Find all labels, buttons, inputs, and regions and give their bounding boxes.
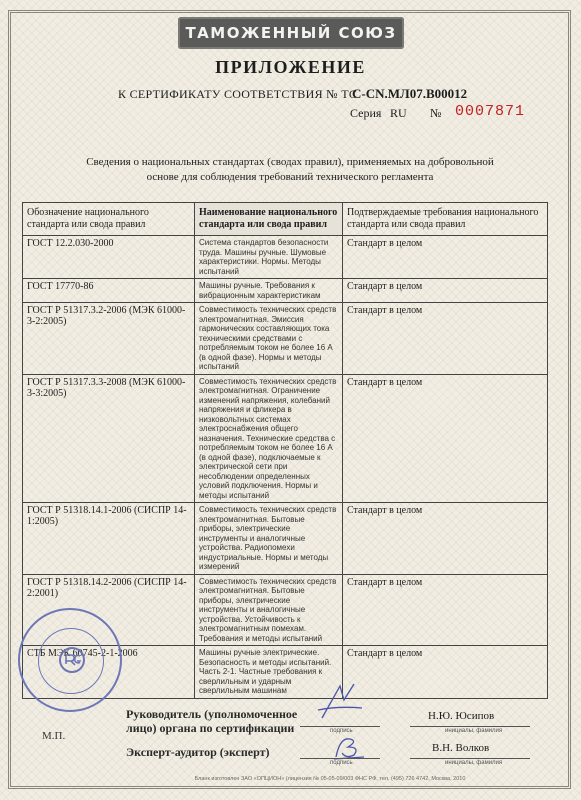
requirement: Стандарт в целом bbox=[343, 646, 548, 699]
requirement: Стандарт в целом bbox=[343, 503, 548, 575]
page-title: ПРИЛОЖЕНИЕ bbox=[215, 57, 366, 77]
head-name-line bbox=[410, 726, 530, 727]
expert-role-label: Эксперт-аудитор (эксперт) bbox=[126, 745, 270, 759]
stamp-place-label: М.П. bbox=[42, 730, 66, 742]
standard-name: Совместимость технических средств электромагнитная. Ограничение изменений напряжения, колебаний напряжения и фликера в низковольтных системах электроснабжения общего назначения. Технические средства с потребляемым током не более 16 А (в одной фазе), подключаемые к электрической сети при несоблюдении определенных условий подключения. Нормы и методы испытаний bbox=[195, 374, 343, 503]
header-name: Наименование национального стандарта или свода правил bbox=[195, 203, 343, 236]
form-number-label: № bbox=[430, 106, 442, 120]
expert-signature-line bbox=[300, 758, 380, 759]
header-designation: Обозначение национального стандарта или свода правил bbox=[23, 203, 195, 236]
rst-logo-icon bbox=[58, 646, 86, 674]
standard-code: СТБ МЭК 60745-2-1-2006 bbox=[23, 646, 195, 699]
table-row bbox=[23, 279, 548, 303]
table-row bbox=[23, 374, 548, 503]
header-requirements: Подтверждаемые требования национального стандарта или свода правил bbox=[343, 203, 548, 236]
expert-name-line bbox=[410, 758, 530, 759]
standard-name: Совместимость технических средств электромагнитная. Эмиссия гармонических составляющих тока техническими средствами с потребляемым током не более 16 А (в одной фазе). Нормы и методы испытаний bbox=[195, 303, 343, 375]
standard-name: Совместимость технических средств электромагнитная. Бытовые приборы, электрические инструменты и аналогичные устройства. Радиопомехи индустриальные. Нормы и методы измерений bbox=[195, 503, 343, 575]
head-name-caption: инициалы, фамилия bbox=[445, 728, 503, 734]
series-value: RU bbox=[390, 106, 407, 120]
standard-code: ГОСТ Р 51317.3.3-2008 (МЭК 61000-3-3:2005) bbox=[23, 374, 195, 503]
standard-code: ГОСТ Р 51317.3.2-2006 (МЭК 61000-3-2:2005) bbox=[23, 303, 195, 375]
standard-code: ГОСТ Р 51318.14.2-2006 (СИСПР 14-2:2001) bbox=[23, 574, 195, 646]
expert-signature-caption: подпись bbox=[330, 760, 353, 766]
standard-code: ГОСТ Р 51318.14.1-2006 (СИСПР 14-1:2005) bbox=[23, 503, 195, 575]
head-name: Н.Ю. Юсипов bbox=[428, 710, 495, 722]
requirement: Стандарт в целом bbox=[343, 374, 548, 503]
table-row bbox=[23, 503, 548, 575]
head-signature-caption: подпись bbox=[330, 728, 353, 734]
table-row bbox=[23, 303, 548, 375]
requirement: Стандарт в целом bbox=[343, 236, 548, 279]
banner-text: ТАМОЖЕННЫЙ СОЮЗ bbox=[185, 24, 397, 42]
requirement: Стандарт в целом bbox=[343, 303, 548, 375]
expert-name-caption: инициалы, фамилия bbox=[445, 760, 503, 766]
form-number: 0007871 bbox=[455, 103, 526, 120]
series-label: Серия bbox=[350, 106, 382, 120]
requirement: Стандарт в целом bbox=[343, 574, 548, 646]
standard-name: Машины ручные. Требования к вибрационным характеристикам bbox=[195, 279, 343, 303]
certificate-number: C-CN.МЛ07.B00012 bbox=[352, 86, 468, 101]
standard-name: Система стандартов безопасности труда. Машины ручные. Шумовые характеристики. Нормы. Методы испытаний bbox=[195, 236, 343, 279]
printer-footer: Бланк изготовлен ЗАО «ОПЦИОН» (лицензия № 05-05-09/003 ФНС РФ, тел. (495) 726 4742, Москва, 2010 bbox=[194, 776, 466, 782]
table-header-row bbox=[23, 203, 548, 236]
standard-name: Машины ручные электрические. Безопасность и методы испытаний. Часть 2-1. Частные требования к сверлильным и ударным сверлильным машинам bbox=[195, 646, 343, 699]
head-role-label: Руководитель (уполномоченное лицо) органа по сертификации bbox=[126, 707, 298, 735]
standard-code: ГОСТ 12.2.030-2000 bbox=[23, 236, 195, 279]
standard-name: Совместимость технических средств электромагнитная. Бытовые приборы, электрические инструменты и аналогичные устройства. Устойчивость к электромагнитным помехам. Требования и методы испытаний bbox=[195, 574, 343, 646]
requirement: Стандарт в целом bbox=[343, 279, 548, 303]
certification-seal bbox=[18, 608, 122, 712]
head-signature-line bbox=[300, 726, 380, 727]
intro-text: Сведения о национальных стандартах (сводах правил), применяемых на добровольной основе для соблюдения требований технического регламента bbox=[86, 156, 494, 183]
expert-name: В.Н. Волков bbox=[432, 742, 490, 754]
customs-union-banner bbox=[178, 17, 404, 49]
table-row bbox=[23, 236, 548, 279]
standard-code: ГОСТ 17770-86 bbox=[23, 279, 195, 303]
head-signature bbox=[310, 680, 370, 722]
certificate-subtitle: К СЕРТИФИКАТУ СООТВЕТСТВИЯ № ТС bbox=[118, 87, 358, 101]
